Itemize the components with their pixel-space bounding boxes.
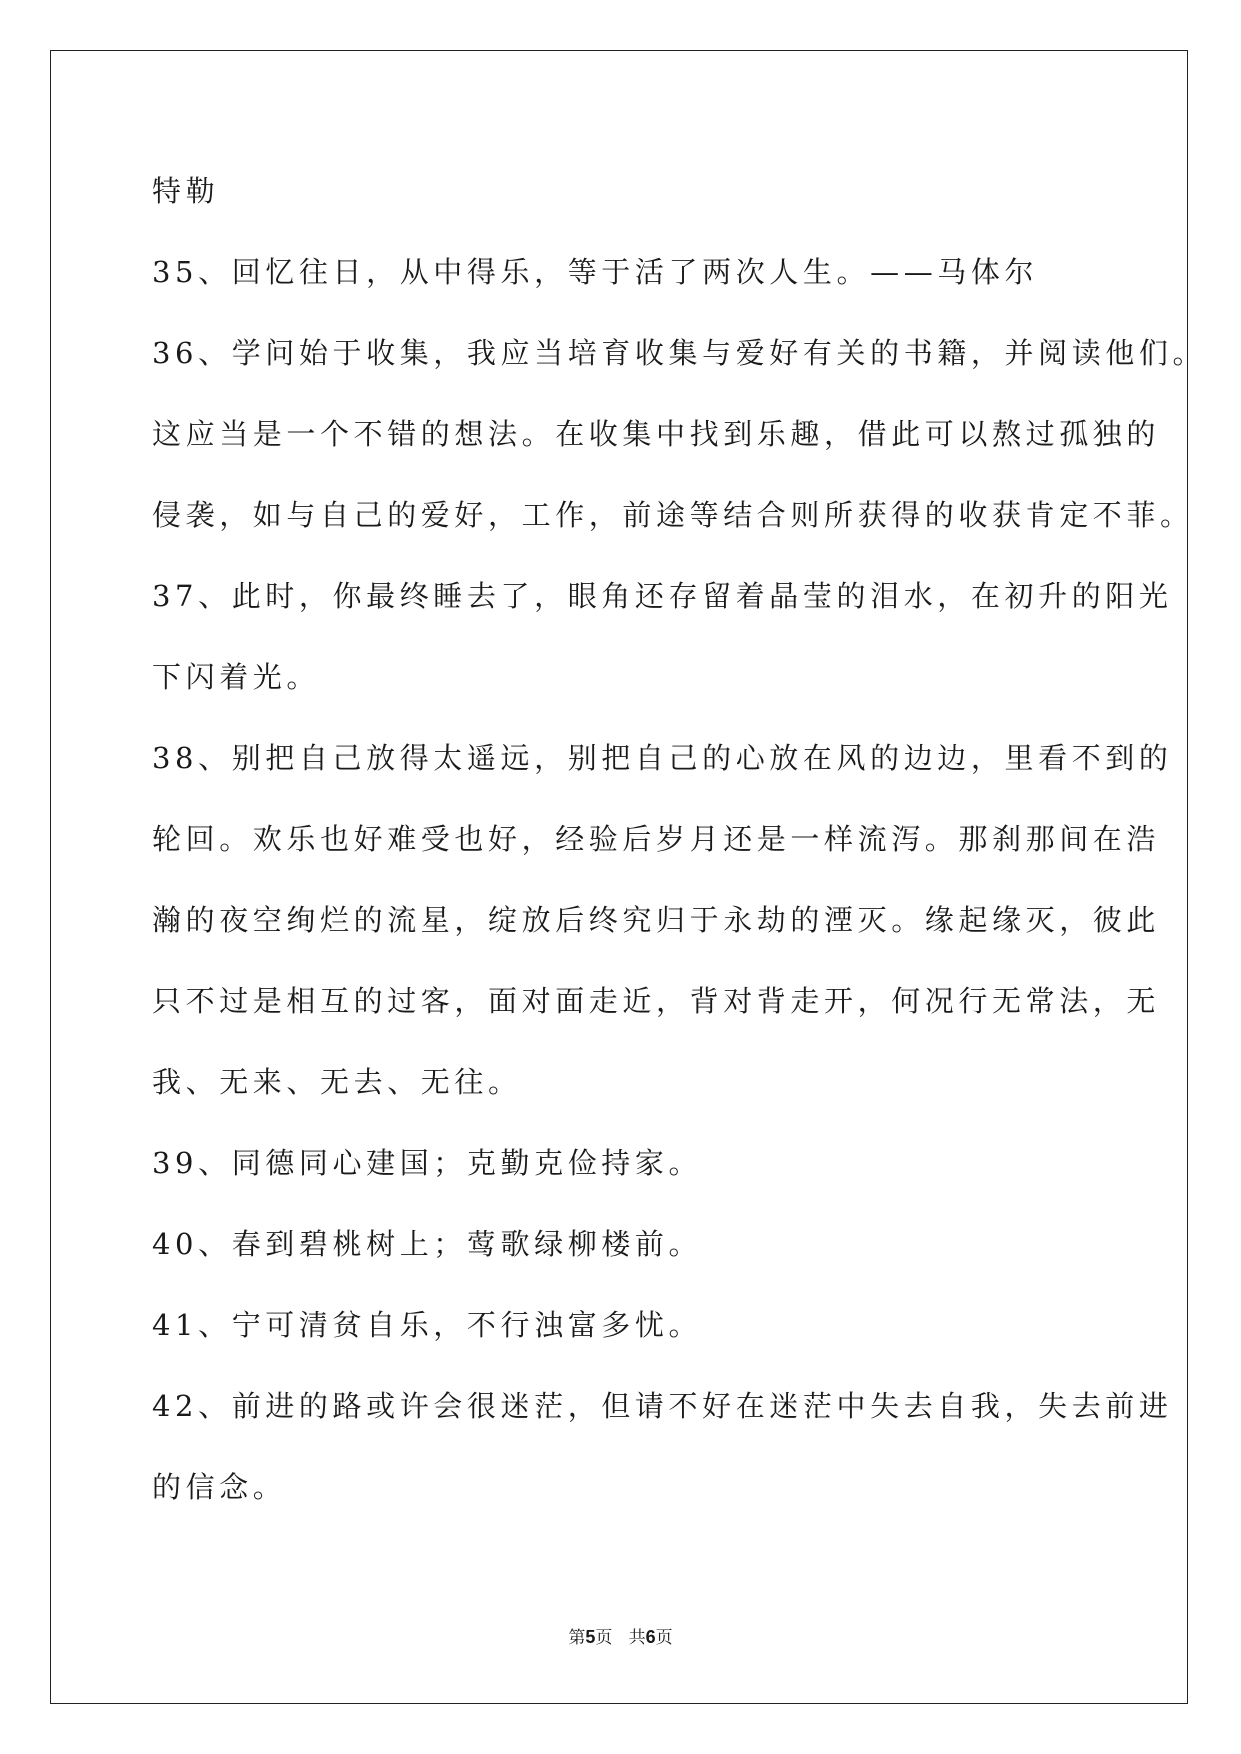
page-suffix: 页: [595, 1628, 613, 1648]
page-number: 5: [585, 1627, 596, 1647]
text-line: 38、别把自己放得太遥远，别把自己的心放在风的边边，里看不到的: [152, 741, 1173, 775]
text-line: 40、春到碧桃树上；莺歌绿柳楼前。: [152, 1227, 703, 1261]
total-suffix: 页: [655, 1628, 673, 1648]
page-prefix: 第: [568, 1628, 586, 1648]
text-line: 瀚的夜空绚烂的流星，绽放后终究归于永劫的湮灭。缘起缘灭，彼此: [152, 903, 1161, 937]
text-line: 的信念。: [152, 1470, 287, 1504]
total-pages: 6: [645, 1627, 656, 1647]
text-line: 侵袭，如与自己的爱好，工作，前途等结合则所获得的收获肯定不菲。: [152, 498, 1194, 532]
text-line: 下闪着光。: [152, 660, 321, 694]
text-line: 特勒: [152, 174, 220, 208]
text-line: 轮回。欢乐也好难受也好，经验后岁月还是一样流泻。那刹那间在浩: [152, 822, 1161, 856]
page-border: [50, 50, 1188, 1704]
page-footer: [0, 1625, 1241, 1650]
text-line: 36、学问始于收集，我应当培育收集与爱好有关的书籍，并阅读他们。: [152, 336, 1207, 370]
text-line: 这应当是一个不错的想法。在收集中找到乐趣，借此可以熬过孤独的: [152, 417, 1161, 451]
text-line: 39、同德同心建国；克勤克俭持家。: [152, 1146, 703, 1180]
text-line: 35、回忆往日，从中得乐，等于活了两次人生。——马体尔: [152, 255, 1039, 289]
text-line: 只不过是相互的过客，面对面走近，背对背走开，何况行无常法，无: [152, 984, 1161, 1018]
text-line: 37、此时，你最终睡去了，眼角还存留着晶莹的泪水，在初升的阳光: [152, 579, 1173, 613]
text-line: 我、无来、无去、无往。: [152, 1065, 522, 1099]
total-prefix: 共: [628, 1628, 646, 1648]
text-line: 42、前进的路或许会很迷茫，但请不好在迷茫中失去自我，失去前进: [152, 1389, 1173, 1423]
text-line: 41、宁可清贫自乐，不行浊富多忧。: [152, 1308, 703, 1342]
